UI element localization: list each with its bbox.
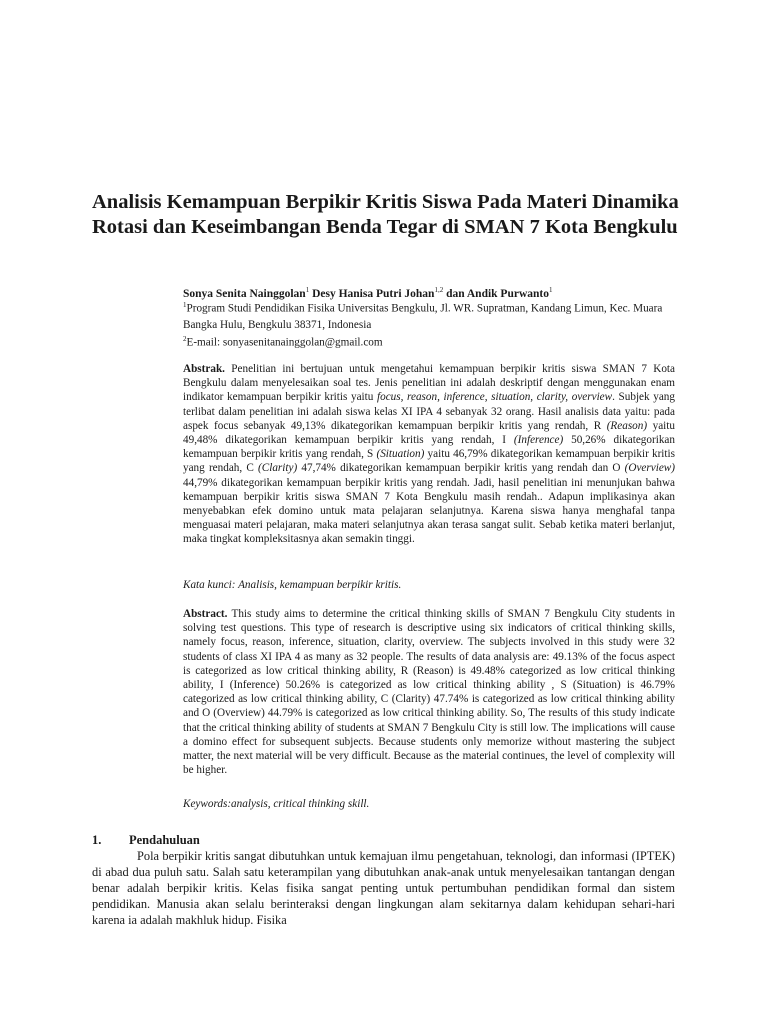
author-affiliation-mark: 1 xyxy=(305,286,310,294)
abstrak-text: 44,79% dikategorikan kemampuan berpikir kritis yang rendah. Jadi, hasil penelitian ini menunjukan bahwa kemampuan berpikir kritis siswa SMAN 7 Kota Bengkulu masih rendah.. Adapun implikasinya akan menyebabkan efek domino untuk mata pelajaran selanjutnya. Karena siswa hanya menghafal tanpa menguasai materi pelajaran, maka materi selanjutnya akan terasa sangat sulit. Sebab ketika materi berlanjut, maka tingkat kompleksitasnya akan semakin tinggi. xyxy=(183,476,675,546)
abstrak-text: . Subjek yang terlibat dalam penelitian ini adalah siswa kelas XI IPA 4 sebanyak 32 orang. Hasil analisis data yaitu: pada aspek focus sebanyak 49,13% dikategorikan kemampuan berpikir kritis yang rendah, R xyxy=(183,391,675,432)
abstrak-label: Abstrak. xyxy=(183,363,225,375)
affiliation-mark: 1 xyxy=(183,301,187,309)
abstrak-italic: focus, reason, inference, situation, clarity, overview xyxy=(377,391,613,404)
abstrak-italic: (Clarity) xyxy=(258,462,298,475)
author-name: Andik Purwanto xyxy=(466,287,549,300)
abstrak-italic: (Situation) xyxy=(376,448,425,461)
intro-paragraph: Pola berpikir kritis sangat dibutuhkan untuk kemajuan ilmu pengetahuan, teknologi, dan informasi (IPTEK) di abad dua puluh satu. Salah satu keterampilan yang dibutuhkan anak-anak untuk menyelesaikan tantangan dengan benar adalah berpikir kritis. Kelas fisika sangat penting untuk pertumbuhan pendidikan formal dan sistem pendidikan. Manusia akan selalu berinteraksi dengan lingkungan alam sekitarnya dalam kehidupan sehari-hari karena ia adalah makhluk hidup. Fisika xyxy=(92,849,675,927)
author-affiliation-mark: 1 xyxy=(549,286,553,294)
abstrak-italic: (Reason) xyxy=(606,419,648,432)
abstrak-text: 47,74% dikategorikan kemampuan berpikir kritis yang rendah dan O xyxy=(297,462,625,475)
section-number: 1. xyxy=(92,833,102,847)
author-affiliation-mark: 1,2 xyxy=(434,286,444,294)
abstrak-paragraph xyxy=(183,362,675,547)
author-name: Desy Hanisa Putri Johan xyxy=(312,287,435,300)
author-connector: dan xyxy=(446,287,465,300)
abstrak-text: 50,26% dikategorikan kemampuan berpikir kritis yang rendah, S xyxy=(183,434,675,461)
email-line xyxy=(183,331,678,351)
abstract-text: This study aims to determine the critical thinking skills of SMAN 7 Bengkulu City students in solving test questions. This type of research is descriptive using six indicators of critical thinking skills, namely focus, reason, inference, situation, clarity, overview. The subjects involved in this study were 32 students of class XI IPA 4 as many as 32 people. The results of data analysis are: 49.13% of the focus aspect is categorized as low critical thinking ability, R (Reason) is 49.48% categorized as low critical thinking ability, I (Inference) 50.26% is categorized as low critical thinking ability , S (Situation) is 46.79% categorized as low critical thinking ability, C (Clarity) 47.74% is categorized as low critical thinking ability and O (Overview) 44.79% is categorized as low critical thinking ability. So, The results of this study indicate that the critical thinking ability of students at SMAN 7 Bengkulu City is still low. The implications will cause a domino effect for subsequent subjects. Because students only memorize without mastering the subject matter, the next material will be very difficult. Because as the material continues, the level of complexity will be higher. xyxy=(183,608,675,777)
abstrak-text: yaitu 49,48% dikategorikan kemampuan berpikir kritis yang rendah, I xyxy=(183,419,675,447)
paper-title: Analisis Kemampuan Berpikir Kritis Siswa Pada Materi Dinamika Rotasi dan Keseimbangan Benda Tegar di SMAN 7 Kota Bengkulu xyxy=(92,191,679,238)
abstrak-text: yaitu 46,79% dikategorikan kemampuan berpikir kritis yang rendah, C xyxy=(183,448,675,475)
section-title: Pendahuluan xyxy=(129,833,200,847)
abstrak-italic: (Overview) xyxy=(624,462,675,475)
email-mark: 2 xyxy=(183,335,187,343)
abstrak-text: Penelitian ini bertujuan untuk mengetahui kemampuan berpikir kritis siswa SMAN 7 Kota Bengkulu dalam menyelesaikan soal tes. Jenis penelitian ini adalah deskriptif dengan menggunakan enam indikator kemampuan berpikir kritis yaitu xyxy=(183,363,675,404)
kata-kunci: Kata kunci: Analisis, kemampuan berpikir kritis. xyxy=(183,579,402,591)
abstract-paragraph xyxy=(183,607,675,777)
keywords: Keywords:analysis, critical thinking skill. xyxy=(183,798,370,810)
abstrak-italic: (Inference) xyxy=(513,434,564,447)
abstract-label: Abstract. xyxy=(183,608,228,620)
affiliation xyxy=(183,297,678,333)
author-name: Sonya Senita Nainggolan xyxy=(183,287,306,300)
email-text: E-mail: sonyasenitanainggolan@gmail.com xyxy=(186,336,383,349)
affiliation-text: Program Studi Pendidikan Fisika Universitas Bengkulu, Jl. WR. Supratman, Kandang Limun, Kec. Muara Bangka Hulu, Bengkulu 38371, Indonesia xyxy=(183,302,663,331)
